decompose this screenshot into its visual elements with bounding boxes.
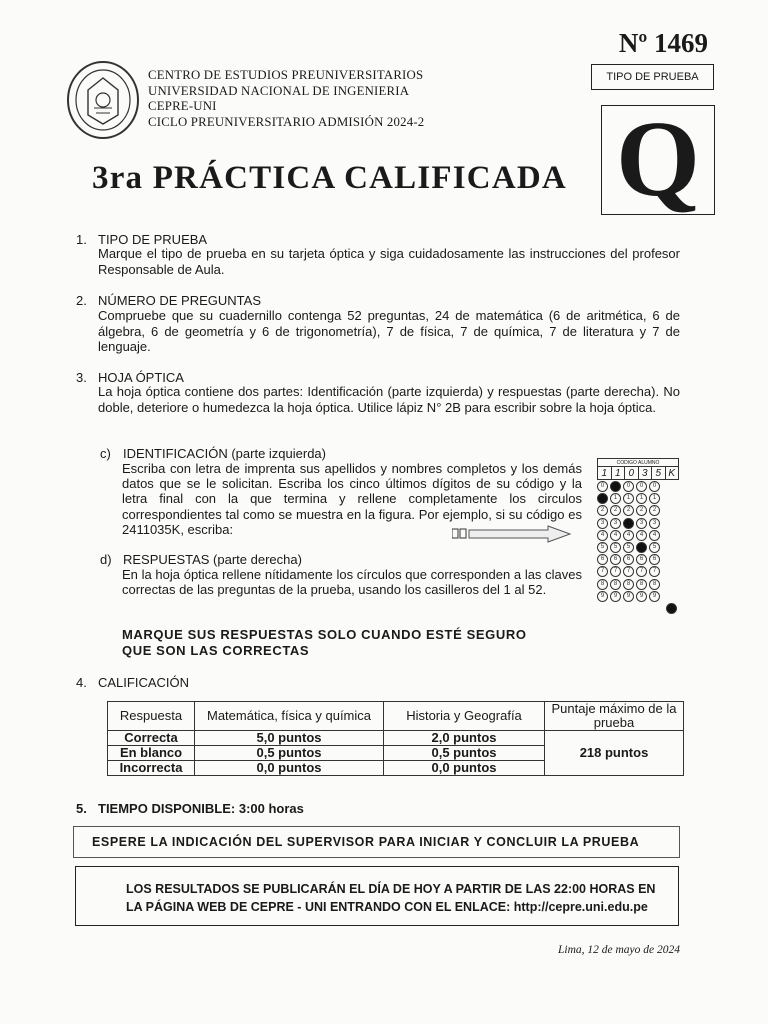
bubble: 3 bbox=[649, 518, 660, 529]
answer-warning bbox=[122, 627, 527, 659]
section-number: 3. bbox=[76, 370, 87, 385]
bubble: 2 bbox=[636, 505, 647, 516]
bubble-filled bbox=[636, 542, 647, 553]
section-number: 5. bbox=[76, 801, 87, 816]
section-number: 2. bbox=[76, 293, 87, 308]
bubble: 2 bbox=[597, 505, 608, 516]
section-5-heading bbox=[76, 801, 304, 816]
bubble: 4 bbox=[649, 530, 660, 541]
bubble: 0 bbox=[597, 481, 608, 492]
code-char: 1 bbox=[598, 467, 612, 479]
bubble: 6 bbox=[649, 554, 660, 565]
bubble: 0 bbox=[649, 481, 660, 492]
bubble-grid bbox=[597, 481, 679, 615]
bubble: 6 bbox=[636, 554, 647, 565]
table-cell: Correcta bbox=[108, 731, 195, 746]
test-type-label: TIPO DE PRUEBA bbox=[591, 64, 714, 90]
results-line: LOS RESULTADOS SE PUBLICARÁN EL DÍA DE HOY A PARTIR DE LAS 22:00 HORAS EN bbox=[126, 882, 656, 896]
arrow-right-icon bbox=[452, 525, 574, 543]
bubble: 6 bbox=[597, 554, 608, 565]
test-type-letter: Q bbox=[601, 105, 715, 215]
bubble: 3 bbox=[610, 518, 621, 529]
column-header: Puntaje máximo de la prueba bbox=[545, 702, 684, 731]
date-line: Lima, 12 de mayo de 2024 bbox=[557, 944, 680, 956]
bubble-row bbox=[597, 505, 679, 517]
section-2-heading bbox=[76, 293, 261, 308]
bubble: 7 bbox=[649, 566, 660, 577]
subsection-title: IDENTIFICACIÓN (parte izquierda) bbox=[123, 446, 326, 461]
bubble: 7 bbox=[597, 566, 608, 577]
table-cell: Incorrecta bbox=[108, 761, 195, 776]
bubble: 8 bbox=[610, 579, 621, 590]
bubble-row bbox=[597, 493, 679, 505]
bubble-row bbox=[597, 530, 679, 542]
bubble: 1 bbox=[636, 493, 647, 504]
bubble: 3 bbox=[597, 518, 608, 529]
bubble: 2 bbox=[610, 505, 621, 516]
institution-line: CENTRO DE ESTUDIOS PREUNIVERSITARIOS bbox=[148, 68, 424, 82]
table-header-row bbox=[108, 702, 684, 731]
bubble: 6 bbox=[623, 554, 634, 565]
bubble: 6 bbox=[610, 554, 621, 565]
bubble: 7 bbox=[636, 566, 647, 577]
bubble: 1 bbox=[610, 493, 621, 504]
table-cell: 0,5 puntos bbox=[384, 746, 545, 761]
results-notice bbox=[75, 866, 679, 926]
bubble: 0 bbox=[623, 481, 634, 492]
bubble: 7 bbox=[610, 566, 621, 577]
column-header: Respuesta bbox=[108, 702, 195, 731]
results-line: LA PÁGINA WEB DE CEPRE - UNI ENTRANDO CON EL ENLACE: http://cepre.uni.edu.pe bbox=[126, 900, 648, 914]
bubble-filled bbox=[610, 481, 621, 492]
bubble: 9 bbox=[610, 591, 621, 602]
uni-seal-logo bbox=[66, 60, 140, 140]
subsection-d-body: En la hoja óptica rellene nítidamente los círculos que corresponden a las claves correctas de las preguntas de la prueba, usando los casilleros del 1 al 52. bbox=[122, 567, 582, 598]
bubble: 5 bbox=[597, 542, 608, 553]
table-cell: 0,5 puntos bbox=[195, 746, 384, 761]
section-3-body: La hoja óptica contiene dos partes: Identificación (parte izquierda) y respuestas (parte derecha). No doble, deteriore o humedezca la hoja óptica. Utilice lápiz N° 2B para escribir sobre la hoja óptica. bbox=[98, 384, 680, 415]
warning-line: QUE SON LAS CORRECTAS bbox=[122, 643, 310, 658]
bubble: 5 bbox=[623, 542, 634, 553]
section-3-heading bbox=[76, 370, 184, 385]
bubble: 8 bbox=[597, 579, 608, 590]
max-score-cell: 218 puntos bbox=[545, 731, 684, 776]
bubble: 9 bbox=[649, 591, 660, 602]
exam-number: Nº 1469 bbox=[618, 28, 708, 58]
bubble: 4 bbox=[610, 530, 621, 541]
bubble: 8 bbox=[623, 579, 634, 590]
bubble-filled bbox=[597, 493, 608, 504]
bubble-filled bbox=[623, 518, 634, 529]
column-header: Matemática, física y química bbox=[195, 702, 384, 731]
table-row bbox=[108, 731, 684, 746]
institution-header bbox=[148, 68, 424, 130]
subsection-letter: d) bbox=[100, 552, 112, 567]
bubble: 8 bbox=[636, 579, 647, 590]
subsection-c-body: Escriba con letra de imprenta sus apellidos y nombres completos y los demás datos que se le solicitan. Escriba los cinco últimos dígitos de su código y la letra final con la que termina y rellene completamente los circulos correspondientes tal como se muestra en la figura. Por ejemplo, si su código es 2411035K, escriba: bbox=[122, 461, 582, 537]
bubble-row bbox=[597, 542, 679, 554]
scoring-table bbox=[107, 701, 684, 776]
code-char: 0 bbox=[625, 467, 639, 479]
institution-line: CEPRE-UNI bbox=[148, 99, 217, 114]
bubble: 1 bbox=[649, 493, 660, 504]
section-1-body: Marque el tipo de prueba en su tarjeta óptica y siga cuidadosamente las instrucciones del profesor Responsable de Aula. bbox=[98, 246, 680, 277]
section-title: CALIFICACIÓN bbox=[98, 675, 190, 690]
page-title: 3ra PRÁCTICA CALIFICADA bbox=[92, 160, 567, 196]
section-title: TIEMPO DISPONIBLE: 3:00 horas bbox=[98, 801, 304, 816]
bubble: 3 bbox=[636, 518, 647, 529]
bubble-row bbox=[597, 566, 679, 578]
codigo-alumno-header: CODIGO ALUMNO bbox=[597, 458, 679, 466]
bubble-row bbox=[597, 603, 679, 615]
code-char: 1 bbox=[612, 467, 626, 479]
bubble: 2 bbox=[649, 505, 660, 516]
bubble: 1 bbox=[623, 493, 634, 504]
section-4-heading bbox=[76, 675, 189, 690]
bubble: 5 bbox=[649, 542, 660, 553]
bubble: 7 bbox=[623, 566, 634, 577]
table-cell: En blanco bbox=[108, 746, 195, 761]
table-cell: 2,0 puntos bbox=[384, 731, 545, 746]
supervisor-notice: ESPERE LA INDICACIÓN DEL SUPERVISOR PARA INICIAR Y CONCLUIR LA PRUEBA bbox=[73, 826, 680, 858]
section-number: 4. bbox=[76, 675, 87, 690]
subsection-letter: c) bbox=[100, 446, 111, 461]
section-title: NÚMERO DE PREGUNTAS bbox=[98, 293, 261, 308]
bubble: 9 bbox=[597, 591, 608, 602]
bubble: 8 bbox=[649, 579, 660, 590]
bubble: 2 bbox=[623, 505, 634, 516]
bubble: 0 bbox=[636, 481, 647, 492]
table-cell: 0,0 puntos bbox=[384, 761, 545, 776]
bubble-row bbox=[597, 579, 679, 591]
subsection-c-heading bbox=[100, 446, 326, 461]
column-header: Historia y Geografía bbox=[384, 702, 545, 731]
bubble-filled bbox=[666, 603, 677, 614]
bubble-row bbox=[597, 591, 679, 603]
codigo-alumno-cells bbox=[597, 466, 679, 480]
section-1-heading bbox=[76, 232, 207, 247]
institution-line: CICLO PREUNIVERSITARIO ADMISIÓN 2024-2 bbox=[148, 114, 425, 129]
table-cell: 0,0 puntos bbox=[195, 761, 384, 776]
code-char: 3 bbox=[639, 467, 653, 479]
section-title: TIPO DE PRUEBA bbox=[98, 232, 208, 247]
warning-line: MARQUE SUS RESPUESTAS SOLO CUANDO ESTÉ SEGURO bbox=[122, 627, 527, 642]
table-cell: 5,0 puntos bbox=[195, 731, 384, 746]
bubble-row bbox=[597, 481, 679, 493]
institution-line: UNIVERSIDAD NACIONAL DE INGENIERIA bbox=[148, 83, 410, 98]
subsection-title: RESPUESTAS (parte derecha) bbox=[123, 552, 302, 567]
code-char: K bbox=[668, 468, 676, 479]
bubble: 4 bbox=[623, 530, 634, 541]
section-number: 1. bbox=[76, 232, 87, 247]
bubble: 4 bbox=[597, 530, 608, 541]
section-2-body: Compruebe que su cuadernillo contenga 52 preguntas, 24 de matemática (6 de aritmética, 6 de álgebra, 6 de geometría y 6 de trigonometría), 7 de física, 7 de química, 7 de literatura y 7 de lenguaje. bbox=[98, 308, 680, 355]
bubble: 4 bbox=[636, 530, 647, 541]
bubble: 5 bbox=[610, 542, 621, 553]
bubble: 9 bbox=[636, 591, 647, 602]
bubble-row bbox=[597, 518, 679, 530]
bubble-row bbox=[597, 554, 679, 566]
section-title: HOJA ÓPTICA bbox=[98, 370, 184, 385]
code-char: 5 bbox=[652, 467, 666, 479]
bubble: 9 bbox=[623, 591, 634, 602]
subsection-d-heading bbox=[100, 552, 302, 567]
codigo-alumno-figure bbox=[597, 458, 679, 615]
